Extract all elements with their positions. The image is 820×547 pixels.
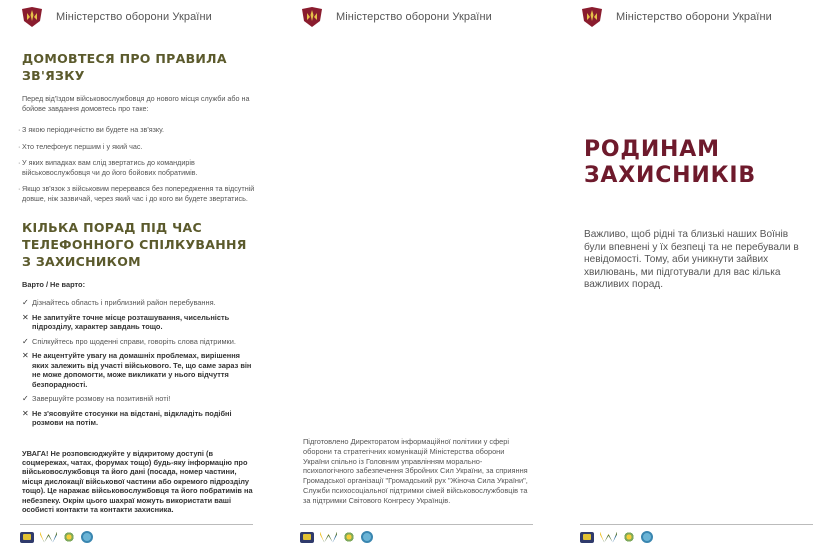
panel-header: [580, 5, 772, 29]
ministry-name: Міністерство оборони України: [616, 11, 772, 23]
list-item-text: У яких випадках вам слід звертатись до командирів військовослужбовця чи до його бойових побратимів.: [22, 158, 198, 177]
cross-icon: ✕: [22, 312, 29, 322]
panel-header: [20, 5, 212, 29]
tip-item: [22, 394, 257, 404]
ministry-emblem-icon: [580, 5, 604, 29]
list-item: · Хто телефонує першим і у який час.: [18, 141, 143, 151]
partner-logo-icon: [623, 531, 635, 543]
partner-logo-icon: [343, 531, 355, 543]
partner-logo-icon: [300, 532, 314, 543]
credits-text: Підготовлено Директоратом інформаційної політики у сфері оборони та стратегічних комунікацій Міністерства оборони України спільно із Головним управлінням морально-психологічного забезпечення Збройних Сил України, за сприяння Громадської організації "Громадський рух "Жіноча Сила України", Служби психосоціальної підтримки сімей військовослужбовців та за підтримки Світового Конгресу Українців.: [303, 437, 528, 505]
heading-tips: КІЛЬКА ПОРАД ПІД ЧАС ТЕЛЕФОННОГО СПІЛКУВАННЯ З ЗАХИСНИКОМ: [22, 220, 247, 269]
ministry-name: Міністерство оборони України: [56, 11, 212, 23]
intro-text: Перед від'їздом військовослужбовця до нового місця служби або на бойове завдання домовтесь про таке:: [22, 94, 250, 113]
ministry-name: Міністерство оборони України: [336, 11, 492, 23]
partner-logo-icon: [641, 531, 653, 543]
panel-cover: [560, 0, 820, 547]
panel-header: [300, 5, 492, 29]
cover-title-line: ЗАХИСНИКІВ: [584, 163, 756, 188]
list-item-text: З якою періодичністю ви будете на зв'язку.: [22, 125, 164, 134]
list-item-text: Хто телефонує першим і у який час.: [22, 141, 143, 151]
list-item: · У яких випадках вам слід звертатись до командирів військовослужбовця чи до його бойових побратимів.: [18, 158, 198, 177]
do-dont-label: Варто / Не варто:: [22, 280, 86, 289]
partner-logo-icon: [63, 531, 75, 543]
check-icon: ✓: [22, 394, 29, 403]
partner-logos: [20, 524, 253, 543]
partner-logo-icon: [580, 532, 594, 543]
list-item: · З якою періодичністю ви будете на зв'язку.: [18, 125, 164, 134]
list-item: · Якщо зв'язок з військовим перервався без попередження та відсутній довше, ніж зазвичай, через який час і до кого ви будете звертатись.: [18, 184, 255, 203]
tip-text: Завершуйте розмову на позитивній ноті!: [32, 394, 171, 403]
tip-text: Спілкуйтесь про щоденні справи, говоріть слова підтримки.: [32, 336, 236, 346]
tip-item: [22, 298, 257, 308]
partner-logo-icon: [20, 532, 34, 543]
tip-text: Не акцентуйте увагу на домашніх проблемах, вирішення яких залежить від участі військового. Те, що саме зараз він не може допомогти, може викликати у нього відчуття безпорадності.: [32, 351, 252, 389]
cover-title: [584, 137, 756, 189]
cross-icon: ✕: [22, 408, 29, 418]
tips-list: [22, 298, 257, 428]
check-icon: ✓: [22, 336, 29, 346]
tip-item: [22, 351, 257, 389]
tip-item: [22, 409, 257, 428]
rules-list: [18, 125, 257, 203]
partner-logo-icon: [320, 532, 337, 543]
tip-text: Дізнайтесь область і приблизний район перебування.: [32, 298, 216, 307]
cover-title-line: РОДИНАМ: [584, 137, 720, 162]
heading-rules: ДОМОВТЕСЯ ПРО ПРАВИЛА ЗВ'ЯЗКУ: [22, 51, 227, 83]
tip-item: [22, 313, 257, 332]
panel-middle: [280, 0, 553, 547]
partner-logo-icon: [361, 531, 373, 543]
ministry-emblem-icon: [20, 5, 44, 29]
tip-text: Не запитуйте точне місце розташування, чисельність підрозділу, характер завдань тощо.: [32, 312, 230, 331]
partner-logo-icon: [81, 531, 93, 543]
tip-text: Не з'ясовуйте стосунки на відстані, відкладіть подібні розмови на потім.: [32, 408, 232, 427]
check-icon: ✓: [22, 298, 29, 307]
partner-logos: [300, 524, 533, 543]
rules-section: [18, 50, 257, 514]
panel-left: [0, 0, 273, 547]
partner-logo-icon: [600, 532, 617, 543]
partner-logo-icon: [40, 532, 57, 543]
cross-icon: ✕: [22, 351, 29, 360]
list-item-text: Якщо зв'язок з військовим перервався без попередження та відсутній довше, ніж зазвичай, через який час і до кого ви будете звертатись.: [22, 184, 255, 203]
partner-logos: [580, 524, 813, 543]
warning-text: УВАГА! Не розповсюджуйте у відкритому доступі (в соцмережах, чатах, форумах тощо) будь-яку інформацію про військовослужбовця та його дані (посада, номер частини, місця дислокації військової частини або окремого підрозділу тощо). Це наражає військовослужбовця та його побратимів на небезпеку. Окрім цього шахраї можуть використати ваші особисті контакти та контакти захисника.: [22, 448, 253, 514]
cover-lead-text: Важливо, щоб рідні та близькі наших Воїнів були впевнені у їх безпеці та не перебували в невідомості. Тому, аби уникнути зайвих хвилювань, ми підготували для вас кілька важливих порад.: [584, 229, 799, 291]
tip-item: [22, 337, 257, 347]
ministry-emblem-icon: [300, 5, 324, 29]
